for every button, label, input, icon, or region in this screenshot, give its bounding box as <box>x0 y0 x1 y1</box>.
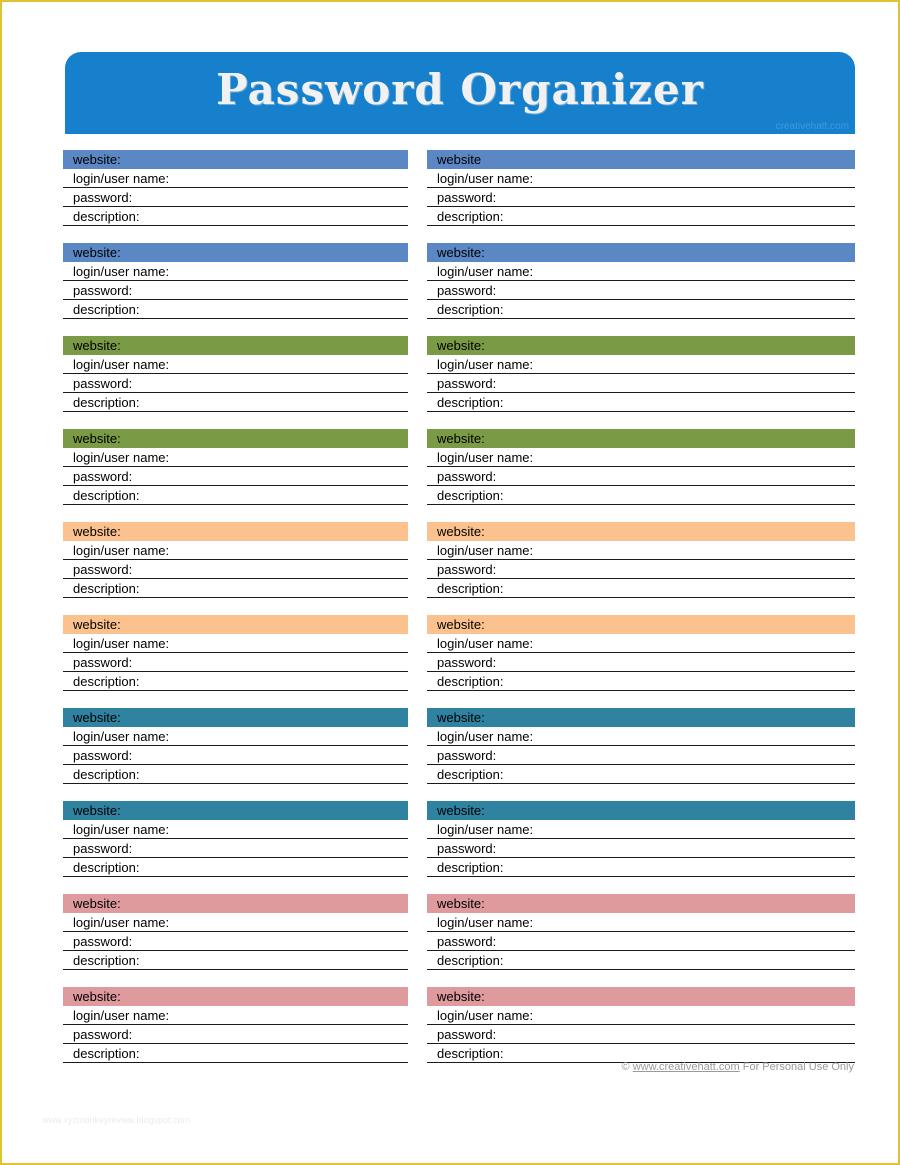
password-field[interactable]: password: <box>63 932 408 951</box>
website-header[interactable]: website <box>427 150 855 169</box>
password-field[interactable]: password: <box>427 374 855 393</box>
description-field[interactable]: description: <box>63 951 408 970</box>
website-header[interactable]: website: <box>427 894 855 913</box>
password-entry <box>427 894 855 987</box>
description-field[interactable]: description: <box>63 486 408 505</box>
login-field[interactable]: login/user name: <box>63 820 408 839</box>
description-field[interactable]: description: <box>427 579 855 598</box>
description-field[interactable]: description: <box>427 486 855 505</box>
login-field[interactable]: login/user name: <box>427 541 855 560</box>
website-header[interactable]: website: <box>63 801 408 820</box>
password-entry <box>63 336 408 429</box>
footer-link[interactable]: www.creativehatt.com <box>632 1061 740 1073</box>
password-field[interactable]: password: <box>427 467 855 486</box>
password-field[interactable]: password: <box>63 467 408 486</box>
banner-watermark: creativehatt.com <box>775 121 849 132</box>
password-field[interactable]: password: <box>63 653 408 672</box>
description-field[interactable]: description: <box>427 300 855 319</box>
footer <box>622 1061 854 1073</box>
website-header[interactable]: website: <box>63 987 408 1006</box>
login-field[interactable]: login/user name: <box>427 634 855 653</box>
description-field[interactable]: description: <box>63 579 408 598</box>
description-field[interactable]: description: <box>63 765 408 784</box>
description-field[interactable]: description: <box>427 672 855 691</box>
login-field[interactable]: login/user name: <box>63 262 408 281</box>
website-header[interactable]: website: <box>63 243 408 262</box>
title-banner <box>65 52 855 134</box>
website-header[interactable]: website: <box>63 522 408 541</box>
website-header[interactable]: website: <box>427 987 855 1006</box>
website-header[interactable]: website: <box>63 894 408 913</box>
password-entry <box>63 987 408 1080</box>
description-field[interactable]: description: <box>63 300 408 319</box>
password-entry <box>63 150 408 243</box>
page-title: Password Organizer <box>216 65 704 114</box>
website-header[interactable]: website: <box>63 150 408 169</box>
password-entry <box>63 429 408 522</box>
login-field[interactable]: login/user name: <box>63 913 408 932</box>
password-entry <box>427 150 855 243</box>
bottom-watermark: www.xyzmonkeyreview.blogspot.com <box>42 1115 191 1125</box>
login-field[interactable]: login/user name: <box>63 727 408 746</box>
password-field[interactable]: password: <box>63 839 408 858</box>
password-entry <box>427 336 855 429</box>
password-field[interactable]: password: <box>63 374 408 393</box>
password-field[interactable]: password: <box>427 281 855 300</box>
password-field[interactable]: password: <box>427 560 855 579</box>
login-field[interactable]: login/user name: <box>427 727 855 746</box>
password-entry <box>427 615 855 708</box>
password-entry <box>427 429 855 522</box>
password-entry <box>427 801 855 894</box>
password-field[interactable]: password: <box>427 1025 855 1044</box>
website-header[interactable]: website: <box>63 429 408 448</box>
description-field[interactable]: description: <box>63 393 408 412</box>
description-field[interactable]: description: <box>427 858 855 877</box>
password-field[interactable]: password: <box>427 188 855 207</box>
left-column <box>63 150 408 1080</box>
login-field[interactable]: login/user name: <box>427 355 855 374</box>
website-header[interactable]: website: <box>427 429 855 448</box>
website-header[interactable]: website: <box>427 801 855 820</box>
website-header[interactable]: website: <box>427 336 855 355</box>
login-field[interactable]: login/user name: <box>427 448 855 467</box>
password-field[interactable]: password: <box>427 839 855 858</box>
password-field[interactable]: password: <box>63 281 408 300</box>
description-field[interactable]: description: <box>427 393 855 412</box>
login-field[interactable]: login/user name: <box>63 541 408 560</box>
description-field[interactable]: description: <box>63 858 408 877</box>
website-header[interactable]: website: <box>427 708 855 727</box>
description-field[interactable]: description: <box>427 1044 855 1063</box>
login-field[interactable]: login/user name: <box>427 1006 855 1025</box>
password-field[interactable]: password: <box>427 653 855 672</box>
password-entry <box>63 243 408 336</box>
description-field[interactable]: description: <box>63 672 408 691</box>
website-header[interactable]: website: <box>63 708 408 727</box>
website-header[interactable]: website: <box>63 615 408 634</box>
login-field[interactable]: login/user name: <box>427 169 855 188</box>
password-entry <box>63 801 408 894</box>
login-field[interactable]: login/user name: <box>63 1006 408 1025</box>
description-field[interactable]: description: <box>427 207 855 226</box>
description-field[interactable]: description: <box>63 207 408 226</box>
password-field[interactable]: password: <box>427 746 855 765</box>
password-field[interactable]: password: <box>63 1025 408 1044</box>
login-field[interactable]: login/user name: <box>427 820 855 839</box>
description-field[interactable]: description: <box>63 1044 408 1063</box>
login-field[interactable]: login/user name: <box>63 355 408 374</box>
login-field[interactable]: login/user name: <box>427 262 855 281</box>
password-field[interactable]: password: <box>63 560 408 579</box>
description-field[interactable]: description: <box>427 951 855 970</box>
website-header[interactable]: website: <box>63 336 408 355</box>
password-entry <box>427 708 855 801</box>
password-entry <box>63 615 408 708</box>
website-header[interactable]: website: <box>427 522 855 541</box>
password-entry <box>63 522 408 615</box>
password-entry <box>427 522 855 615</box>
description-field[interactable]: description: <box>427 765 855 784</box>
login-field[interactable]: login/user name: <box>63 169 408 188</box>
login-field[interactable]: login/user name: <box>427 913 855 932</box>
website-header[interactable]: website: <box>427 243 855 262</box>
login-field[interactable]: login/user name: <box>63 448 408 467</box>
password-entry <box>63 894 408 987</box>
password-entry <box>427 243 855 336</box>
website-header[interactable]: website: <box>427 615 855 634</box>
footer-note: For Personal Use Only <box>742 1061 854 1073</box>
right-column <box>427 150 855 1080</box>
password-field[interactable]: password: <box>427 932 855 951</box>
password-field[interactable]: password: <box>63 746 408 765</box>
login-field[interactable]: login/user name: <box>63 634 408 653</box>
password-entry <box>63 708 408 801</box>
password-field[interactable]: password: <box>63 188 408 207</box>
copyright-symbol: © <box>621 1061 630 1073</box>
